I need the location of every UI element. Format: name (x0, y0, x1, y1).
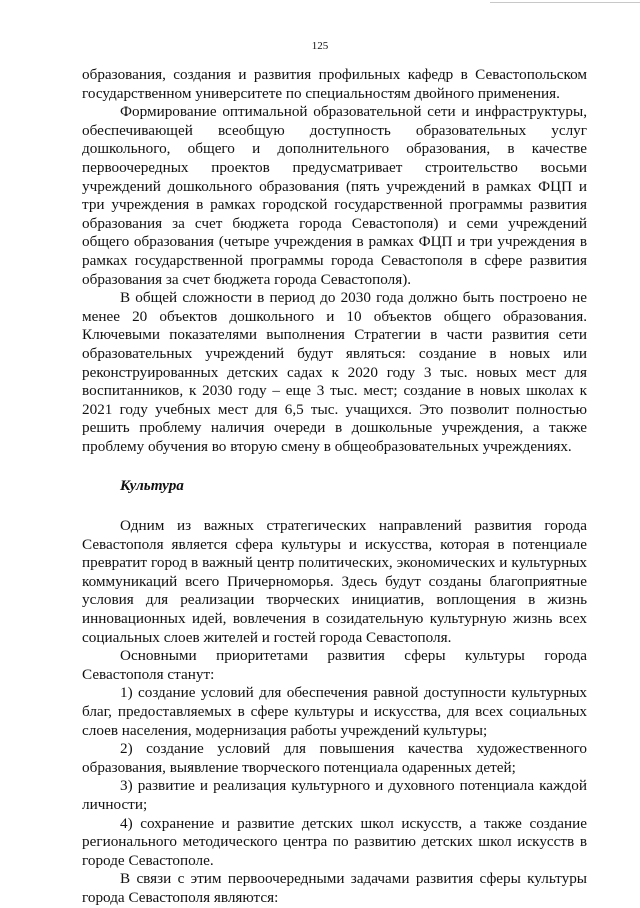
paragraph-continuation: образования, создания и развития профильных кафедр в Севастопольском государственном университете по специальностям двойного применения. (82, 66, 587, 102)
page-body (82, 66, 587, 908)
paragraph-objects-total: В общей сложности в период до 2030 года должно быть построено не менее 20 объектов дошкольного и 10 объектов общего образования. Ключевыми показателями выполнения Стратегии в части развития сети образовательных учреждений будут являться: создание в новых или реконструированных детских садах к 2020 году 3 тыс. новых мест для воспитанников, к 2030 году – еще 3 тыс. мест; создание в новых школах к 2021 году учебных мест для 6,5 тыс. учащихся. Это позволит полностью решить проблему наличия очереди в дошкольные учреждения, а также проблему обучения во вторую смену в общеобразовательных учреждениях. (82, 289, 587, 455)
paragraph-priorities-intro: Основными приоритетами развития сферы культуры города Севастополя станут: (82, 647, 587, 683)
list-item-3: 3) развитие и реализация культурного и духовного потенциала каждой личности; (82, 777, 587, 813)
section-heading-culture: Культура (120, 477, 184, 495)
scan-edge-line (490, 2, 640, 3)
list-item-1: 1) создание условий для обеспечения равной доступности культурных благ, предоставляемых в сфере культуры и искусства, для всех социальных слоев населения, модернизация работы учреждений культуры; (82, 684, 587, 739)
list-item-2: 2) создание условий для повышения качества художественного образования, выявление творческого потенциала одаренных детей; (82, 740, 587, 776)
page-number: 125 (311, 40, 329, 52)
list-item-4: 4) сохранение и развитие детских школ искусств, а также создание регионального методического центра по развитию детских школ искусств в городе Севастополе. (82, 814, 587, 869)
paragraph-tasks-intro: В связи с этим первоочередными задачами развития сферы культуры города Севастополя являются: (82, 870, 587, 906)
paragraph-infrastructure: Формирование оптимальной образовательной сети и инфраструктуры, обеспечивающей всеобщую доступность образовательных услуг дошкольного, общего и дополнительного образования, в качестве первоочередных проектов предусматривает строительство восьми учреждений дошкольного образования (пять учреждений в рамках ФЦП и три учреждения в рамках городской государственной программы развития образования за счет бюджета города Севастополя) и семи учреждений общего образования (четыре учреждения в рамках ФЦП и три учреждения в рамках государственной программы города Севастополя в сфере развития образования за счет бюджета города Севастополя). (82, 103, 587, 288)
paragraph-culture-direction: Одним из важных стратегических направлений развития города Севастополя является сфера культуры и искусства, которая в потенциале превратит город в важный центр политических, экономических и культурных коммуникаций всего Причерноморья. Здесь будут созданы благоприятные условия для реализации творческих инициатив, воплощения в жизнь инновационных идей, вовлечения в созидательную культурную жизнь всех социальных слоев жителей и гостей города Севастополя. (82, 517, 587, 646)
